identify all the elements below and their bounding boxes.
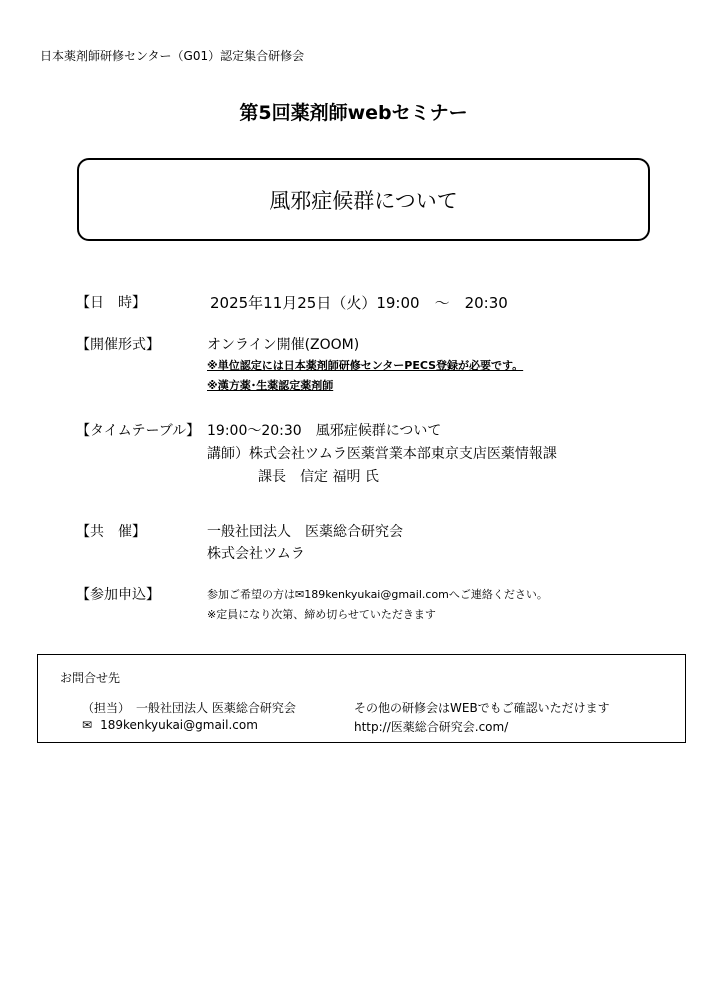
contact-email[interactable]: 189kenkyukai@gmail.com xyxy=(100,718,258,732)
topic-box xyxy=(77,158,650,241)
timetable-line-lecturer: 講師）株式会社ツムラ医薬営業本部東京支店医薬情報課 xyxy=(207,446,557,462)
datetime-value: 2025年11月25日（火）19:00 ～ 20:30 xyxy=(210,294,508,312)
datetime-label: 【日 時】 xyxy=(76,295,146,311)
registration-label: 【参加申込】 xyxy=(76,587,160,603)
contact-box xyxy=(37,654,686,743)
contact-person: （担当） 一般社団法人 医薬総合研究会 xyxy=(82,701,296,715)
format-label: 【開催形式】 xyxy=(76,337,160,353)
contact-heading: お問合せ先 xyxy=(60,671,121,685)
contact-other-note: その他の研修会はWEBでもご確認いただけます xyxy=(354,701,610,715)
timetable-label: 【タイムテーブル】 xyxy=(76,423,201,439)
contact-email-row xyxy=(82,718,258,732)
organization-note: 日本薬剤師研修センター（G01）認定集合研修会 xyxy=(40,49,305,63)
format-value: オンライン開催(ZOOM) xyxy=(207,337,360,353)
format-note-pecs: ※単位認定には日本薬剤師研修センターPECS登録が必要です。 xyxy=(207,359,524,372)
envelope-icon: ✉ xyxy=(82,718,93,732)
contact-url[interactable]: http://医薬総合研究会.com/ xyxy=(354,720,509,734)
registration-line-2: ※定員になり次第、締め切らせていただきます xyxy=(207,608,436,621)
cosponsor-line-2: 株式会社ツムラ xyxy=(207,546,305,562)
timetable-line-session: 19:00～20:30 風邪症候群について xyxy=(207,423,442,439)
timetable-line-lecturer-name: 課長 信定 福明 氏 xyxy=(258,469,379,485)
format-note-kampo: ※漢方薬･生薬認定薬剤師 xyxy=(207,379,334,392)
cosponsor-line-1: 一般社団法人 医薬総合研究会 xyxy=(207,524,403,540)
topic-title: 風邪症候群について xyxy=(269,188,458,213)
page-title: 第5回薬剤師webセミナー xyxy=(239,102,468,124)
cosponsor-label: 【共 催】 xyxy=(76,524,146,540)
registration-line-1: 参加ご希望の方は✉189kenkyukai@gmail.comへご連絡ください。 xyxy=(207,588,548,601)
